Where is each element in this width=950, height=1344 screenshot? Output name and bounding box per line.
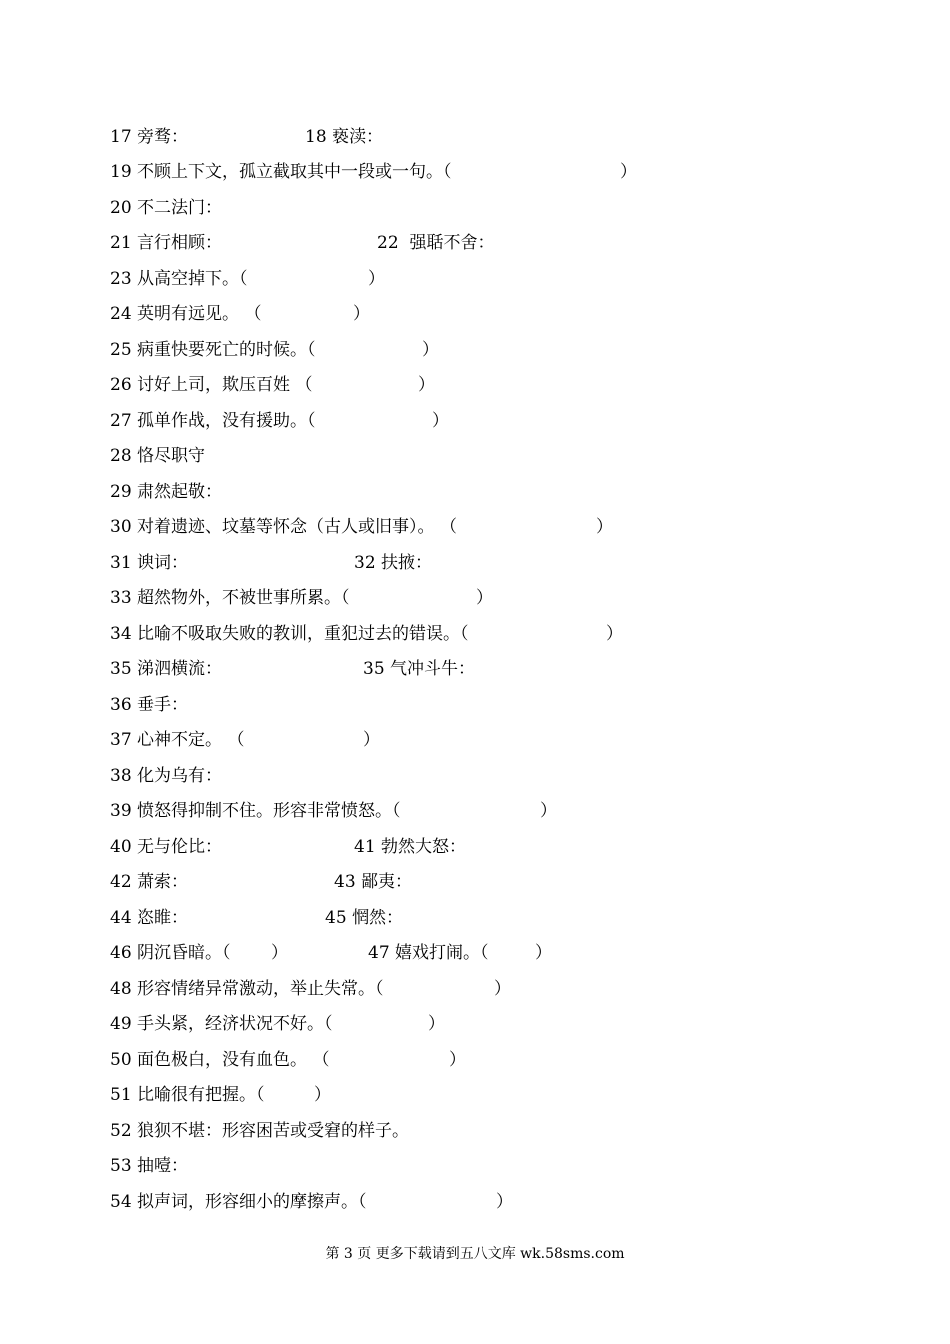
answer-blank-close: ） [535,943,552,963]
question-text: 43 鄙夷： [334,872,413,892]
question-text: 46 阴沉昏暗。（ [110,943,231,963]
question-text: 50 面色极白，没有血色。 （ [110,1050,330,1070]
answer-blank-close: ） [496,1192,513,1212]
question-text: 28 恪尽职守 [110,446,206,466]
question-text: 41 勃然大怒： [354,837,467,857]
question-36 [110,690,189,720]
question-24 [110,299,370,329]
question-text: 39 愤怒得抑制不住。形容非常愤怒。（ [110,801,401,821]
question-27 [110,406,449,436]
question-46-47 [110,938,552,968]
question-54 [110,1187,513,1217]
question-48 [110,974,511,1004]
question-text: 31 谀词： [110,553,189,573]
answer-blank-close: ） [540,801,557,821]
question-33 [110,583,493,613]
question-text: 19 不顾上下文，孤立截取其中一段或一句。（ [110,162,452,182]
question-52 [110,1116,410,1146]
question-text: 18 亵渎： [305,127,384,147]
question-text: 44 恣睢： [110,908,189,928]
question-21-22 [110,228,495,258]
question-35-35 [110,654,476,684]
question-text: 17 旁骛： [110,127,189,147]
answer-blank-close: ） [449,1050,466,1070]
question-44-45 [110,903,404,933]
question-31-32 [110,548,433,578]
answer-blank-close: ） [476,588,493,608]
question-text: 35 涕泗横流： [110,659,223,679]
question-53 [110,1151,189,1181]
question-30 [110,512,613,542]
question-text: 26 讨好上司，欺压百姓 （ [110,375,313,395]
question-38 [110,761,223,791]
question-text: 23 从高空掉下。（ [110,269,248,289]
question-text: 24 英明有远见。 （ [110,304,262,324]
answer-blank-close: ） [422,340,439,360]
question-23 [110,264,385,294]
question-29 [110,477,223,507]
question-51 [110,1080,331,1110]
question-text: 37 心神不定。 （ [110,730,245,750]
answer-blank-close: ） [432,411,449,431]
question-text: 35 气冲斗牛： [363,659,476,679]
question-text: 36 垂手： [110,695,189,715]
answer-blank-close: ） [418,375,435,395]
question-28 [110,441,206,471]
answer-blank-close: ） [428,1014,445,1034]
question-34 [110,619,623,649]
question-text: 53 抽噎： [110,1156,189,1176]
question-text: 33 超然物外，不被世事所累。（ [110,588,350,608]
question-25 [110,335,439,365]
question-17-18 [110,122,384,152]
question-text: 51 比喻很有把握。（ [110,1085,265,1105]
answer-blank-close: ） [368,269,385,289]
answer-blank-close: ） [271,943,288,963]
question-text: 34 比喻不吸取失败的教训，重犯过去的错误。（ [110,624,469,644]
question-text: 52 狼狈不堪：形容困苦或受窘的样子。 [110,1121,410,1141]
question-text: 21 言行相顾： [110,233,223,253]
question-text: 47 嬉戏打闹。（ [368,943,489,963]
question-20 [110,193,223,223]
question-text: 45 惘然： [325,908,404,928]
answer-blank-close: ） [314,1085,331,1105]
question-text: 27 孤单作战，没有援助。（ [110,411,316,431]
answer-blank-close: ） [606,624,623,644]
question-49 [110,1009,445,1039]
answer-blank-close: ） [363,730,380,750]
question-text: 30 对着遗迹、坟墓等怀念（古人或旧事）。 （ [110,517,457,537]
question-text: 54 拟声词，形容细小的摩擦声。（ [110,1192,367,1212]
answer-blank-close: ） [620,162,637,182]
question-text: 32 扶掖： [354,553,433,573]
question-text: 25 病重快要死亡的时候。（ [110,340,316,360]
question-42-43 [110,867,413,897]
question-text: 20 不二法门： [110,198,223,218]
question-text: 48 形容情绪异常激动，举止失常。（ [110,979,384,999]
question-text: 38 化为乌有： [110,766,223,786]
question-text: 42 萧索： [110,872,189,892]
question-39 [110,796,557,826]
question-40-41 [110,832,467,862]
answer-blank-close: ） [353,304,370,324]
question-text: 40 无与伦比： [110,837,223,857]
question-37 [110,725,380,755]
answer-blank-close: ） [494,979,511,999]
question-text: 49 手头紧，经济状况不好。（ [110,1014,333,1034]
answer-blank-close: ） [596,517,613,537]
page-footer: 第 3 页 更多下载请到五八文库 wk.58sms.com [325,1246,625,1262]
question-26 [110,370,435,400]
question-text: 29 肃然起敬： [110,482,223,502]
question-text: 22 强聒不舍： [377,233,495,253]
question-50 [110,1045,466,1075]
question-19 [110,157,637,187]
